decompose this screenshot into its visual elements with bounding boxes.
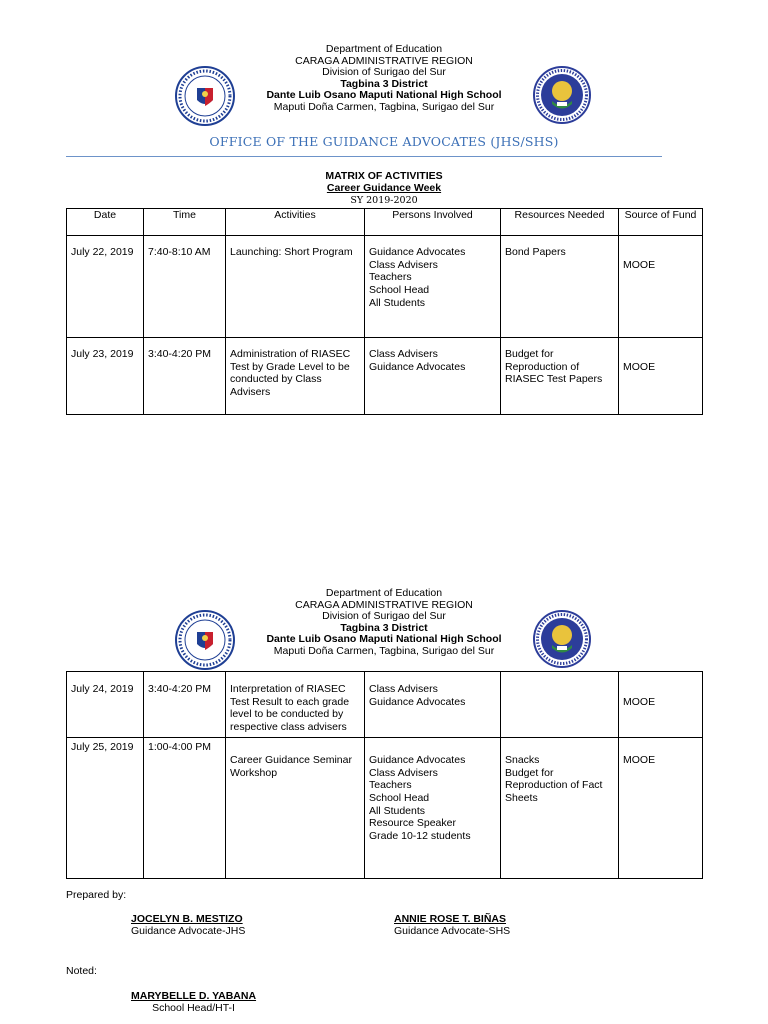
district-name: Tagbina 3 District [340, 77, 428, 90]
preparer-shs [394, 913, 510, 937]
cell-resources [501, 236, 619, 338]
cell-resources [501, 338, 619, 415]
school-address: Maputi Doña Carmen, Tagbina, Surigao del Sur [273, 100, 495, 113]
table-row [67, 236, 703, 338]
region-name: CARAGA ADMINISTRATIVE REGION [295, 54, 473, 67]
school-year: SY 2019-2020 [350, 195, 418, 206]
deped-seal-icon [175, 610, 235, 670]
person-item: Teachers [369, 271, 412, 284]
cell-date: July 25, 2019 [67, 737, 144, 878]
prepared-by-label: Prepared by: [66, 889, 127, 901]
cell-fund: MOOE [619, 236, 703, 338]
person-item: All Students [369, 296, 426, 309]
preparer-jhs-position: Guidance Advocate-JHS [131, 925, 246, 937]
header-divider [66, 156, 662, 157]
matrix-subtitle: Career Guidance Week [326, 182, 442, 194]
header-persons: Persons Involved [365, 209, 501, 236]
letterhead-page2 [0, 588, 768, 657]
cell-date: July 22, 2019 [67, 236, 144, 338]
resource-item: Budget for Reproduction of RIASEC Test Papers [505, 348, 603, 386]
preparer-jhs-name: JOCELYN B. MESTIZO [131, 913, 243, 925]
deped-seal-icon [175, 66, 235, 126]
preparer-jhs [131, 913, 245, 937]
school-name: Dante Luib Osano Maputi National High School [266, 633, 502, 645]
person-item: Class Advisers [369, 258, 438, 271]
person-item: All Students [369, 804, 426, 817]
cell-fund: MOOE [619, 338, 703, 415]
cell-persons [365, 338, 501, 415]
person-item: Class Advisers [369, 683, 438, 695]
table-row [67, 737, 703, 878]
cell-date: July 23, 2019 [67, 338, 144, 415]
cell-activity: Launching: Short Program [226, 236, 365, 338]
department-name: Department of Education [325, 587, 443, 599]
person-item: Guidance Advocates [369, 360, 466, 373]
cell-resources [501, 672, 619, 738]
cell-activity: Career Guidance Seminar Workshop [226, 737, 365, 878]
person-item: School Head [369, 791, 430, 804]
cell-fund: MOOE [619, 672, 703, 738]
school-name: Dante Luib Osano Maputi National High School [266, 89, 502, 101]
district-name: Tagbina 3 District [340, 621, 428, 634]
noter [131, 990, 256, 1014]
cell-fund: MOOE [619, 737, 703, 878]
office-title: OFFICE OF THE GUIDANCE ADVOCATES (JHS/SHS) [209, 134, 559, 149]
cell-resources [501, 737, 619, 878]
table-row [67, 338, 703, 415]
school-address: Maputi Doña Carmen, Tagbina, Surigao del Sur [273, 644, 495, 657]
cell-time: 1:00-4:00 PM [144, 737, 226, 878]
person-item: Guidance Advocates [369, 695, 466, 708]
header-fund: Source of Fund [619, 209, 703, 236]
cell-time: 7:40-8:10 AM [144, 236, 226, 338]
table-header-row [67, 209, 703, 236]
person-item: Class Advisers [369, 348, 438, 360]
preparer-shs-name: ANNIE ROSE T. BIÑAS [394, 913, 507, 925]
header-time: Time [144, 209, 226, 236]
table-row [67, 672, 703, 738]
resource-item: Budget for Reproduction of Fact Sheets [505, 766, 603, 804]
resource-item: Snacks [505, 753, 540, 766]
cell-activity: Interpretation of RIASEC Test Result to each grade level to be conducted by respective class advisers [226, 672, 365, 738]
person-item: Class Advisers [369, 766, 438, 779]
activities-table-page2 [66, 671, 703, 879]
noter-name: MARYBELLE D. YABANA [131, 990, 257, 1002]
header-date: Date [67, 209, 144, 236]
resource-item: Bond Papers [505, 246, 566, 258]
letterhead-page1 [0, 44, 768, 113]
activities-table-page1 [66, 208, 703, 415]
matrix-title: MATRIX OF ACTIVITIES [325, 170, 443, 182]
person-item: Grade 10-12 students [369, 830, 471, 843]
noter-position: School Head/HT-I [152, 1002, 235, 1014]
header-activities: Activities [226, 209, 365, 236]
cell-persons [365, 737, 501, 878]
division-name: Division of Surigao del Sur [322, 610, 446, 622]
cell-persons [365, 236, 501, 338]
school-seal-icon [533, 610, 591, 668]
region-name: CARAGA ADMINISTRATIVE REGION [295, 598, 473, 611]
header-resources: Resources Needed [501, 209, 619, 236]
division-name: Division of Surigao del Sur [322, 66, 446, 78]
cell-date: July 24, 2019 [67, 672, 144, 738]
person-item: Teachers [369, 779, 412, 792]
department-name: Department of Education [325, 43, 443, 55]
cell-persons [365, 672, 501, 738]
person-item: Guidance Advocates [369, 246, 466, 258]
person-item: School Head [369, 284, 430, 297]
school-seal-icon [533, 66, 591, 124]
cell-activity: Administration of RIASEC Test by Grade Level to be conducted by Class Advisers [226, 338, 365, 415]
preparer-shs-position: Guidance Advocate-SHS [394, 925, 511, 937]
person-item: Resource Speaker [369, 817, 456, 830]
noted-label: Noted: [66, 965, 97, 977]
cell-time: 3:40-4:20 PM [144, 672, 226, 738]
person-item: Guidance Advocates [369, 753, 466, 766]
cell-time: 3:40-4:20 PM [144, 338, 226, 415]
